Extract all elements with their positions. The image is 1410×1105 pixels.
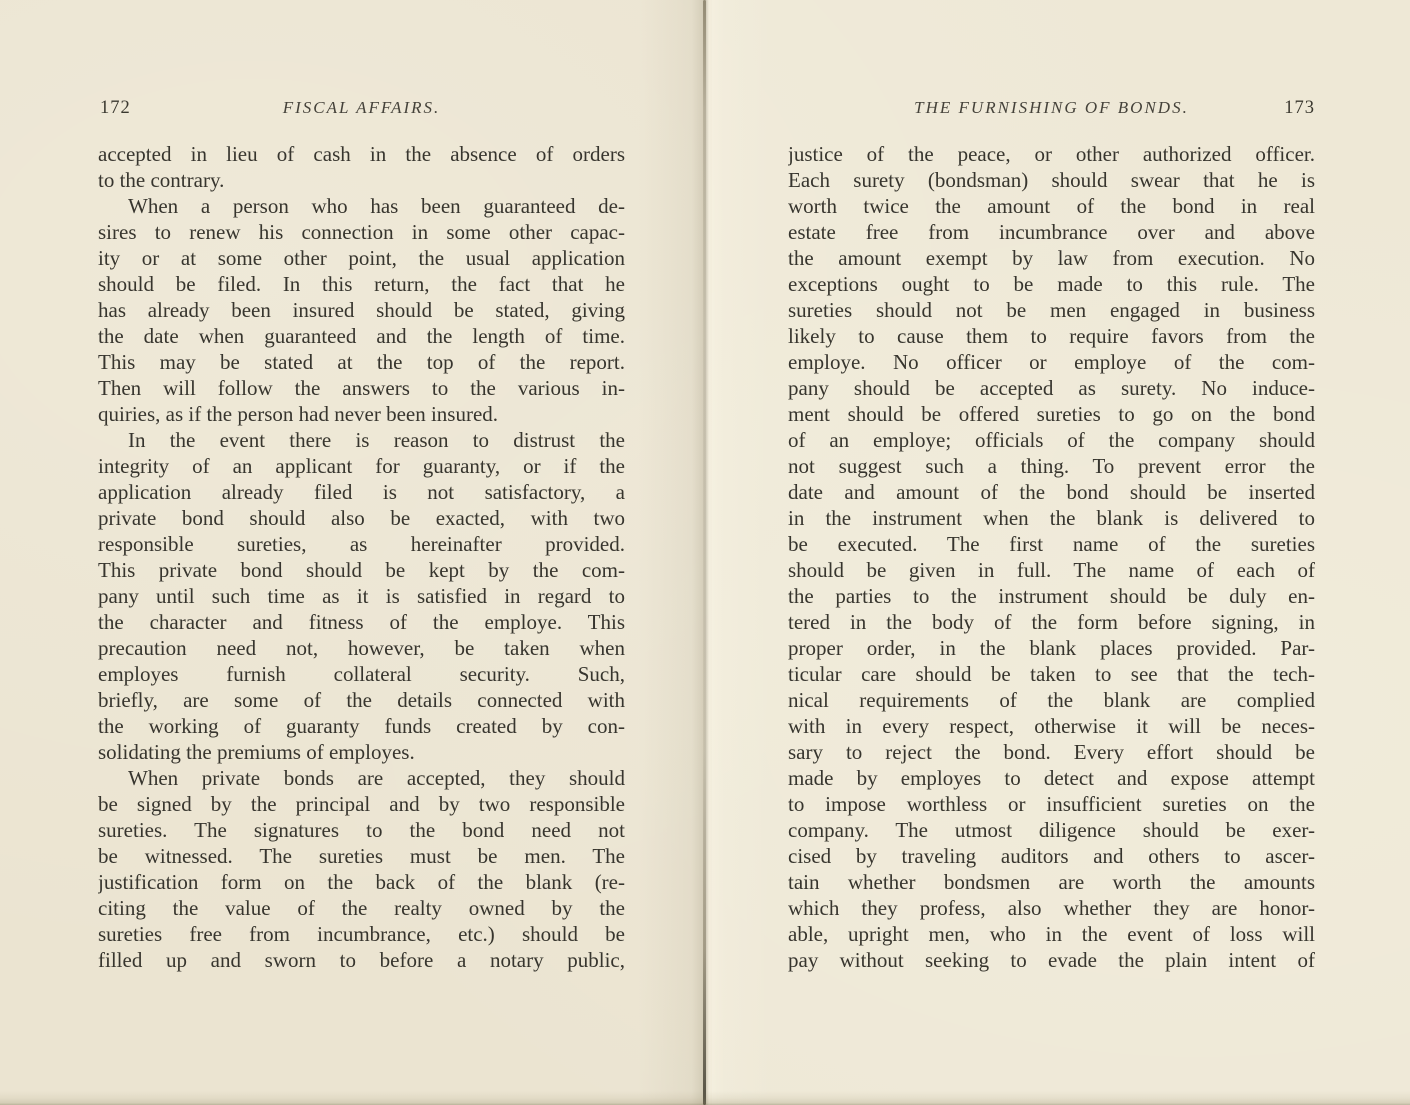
page-header-row	[788, 98, 1315, 122]
text-line: should be given in full. The name of each of	[788, 558, 1315, 582]
page-header-row	[98, 98, 625, 122]
text-line: the date when guaranteed and the length of time.	[98, 324, 625, 348]
text-line: filled up and sworn to before a notary public,	[98, 948, 625, 972]
text-line: to impose worthless or insufficient sureties on the	[788, 792, 1315, 816]
text-line: estate free from incumbrance over and above	[788, 220, 1315, 244]
text-line: quiries, as if the person had never been insured.	[98, 402, 499, 426]
page-bottom-edge	[0, 1091, 1410, 1105]
page-172	[98, 98, 625, 973]
text-line: the parties to the instrument should be duly en-	[788, 584, 1315, 608]
text-line: ticular care should be taken to see that the tech-	[788, 662, 1315, 686]
text-line: When private bonds are accepted, they should	[128, 766, 625, 790]
text-line: which they profess, also whether they are honor-	[788, 896, 1315, 920]
text-line: ity or at some other point, the usual application	[98, 246, 625, 270]
text-line: of an employe; officials of the company should	[788, 428, 1315, 452]
text-line: company. The utmost diligence should be exer-	[788, 818, 1315, 842]
text-line: proper order, in the blank places provided. Par-	[788, 636, 1315, 660]
text-line: This private bond should be kept by the com-	[98, 558, 625, 582]
text-line: sureties free from incumbrance, etc.) should be	[98, 922, 625, 946]
text-line: be signed by the principal and by two responsible	[98, 792, 625, 816]
text-line: not suggest such a thing. To prevent error the	[788, 454, 1315, 478]
text-line: pany should be accepted as surety. No induce-	[788, 376, 1315, 400]
text-line: sires to renew his connection in some other capac-	[98, 220, 625, 244]
text-line: In the event there is reason to distrust the	[128, 428, 625, 452]
text-line: employes furnish collateral security. Such,	[98, 662, 625, 686]
text-line: with in every respect, otherwise it will be neces-	[788, 714, 1315, 738]
body-text	[788, 141, 1315, 973]
page-173	[788, 98, 1315, 973]
body-text	[98, 141, 625, 973]
text-line: responsible sureties, as hereinafter provided.	[98, 532, 625, 556]
text-line: This may be stated at the top of the report.	[98, 350, 625, 374]
text-line: likely to cause them to require favors from the	[788, 324, 1315, 348]
text-line: should be filed. In this return, the fact that he	[98, 272, 625, 296]
text-line: briefly, are some of the details connected with	[98, 688, 625, 712]
text-line: be executed. The first name of the sureties	[788, 532, 1315, 556]
text-line: sary to reject the bond. Every effort should be	[788, 740, 1315, 764]
text-line: employe. No officer or employe of the com-	[788, 350, 1315, 374]
text-line: accepted in lieu of cash in the absence of orders	[98, 142, 625, 166]
text-line: justification form on the back of the blank (re-	[98, 870, 625, 894]
text-line: When a person who has been guaranteed de-	[128, 194, 625, 218]
text-line: integrity of an applicant for guaranty, or if the	[98, 454, 625, 478]
text-line: exceptions ought to be made to this rule. The	[788, 272, 1315, 296]
text-line: date and amount of the bond should be inserted	[788, 480, 1315, 504]
gutter-crease	[703, 0, 706, 1105]
text-line: justice of the peace, or other authorized officer.	[788, 142, 1315, 166]
text-line: Then will follow the answers to the various in-	[98, 376, 625, 400]
text-line: the working of guaranty funds created by con-	[98, 714, 625, 738]
page-number: 173	[1284, 98, 1315, 118]
text-line: the character and fitness of the employe. This	[98, 610, 625, 634]
text-line: Each surety (bondsman) should swear that he is	[788, 168, 1315, 192]
text-line: nical requirements of the blank are complied	[788, 688, 1315, 712]
text-line: to the contrary.	[98, 168, 225, 192]
text-line: pany until such time as it is satisfied in regard to	[98, 584, 625, 608]
running-header: FISCAL AFFAIRS.	[282, 98, 441, 117]
running-header: THE FURNISHING OF BONDS.	[914, 98, 1189, 117]
text-line: worth twice the amount of the bond in real	[788, 194, 1315, 218]
text-line: has already been insured should be stated, giving	[98, 298, 625, 322]
text-line: made by employes to detect and expose attempt	[788, 766, 1315, 790]
text-line: tered in the body of the form before signing, in	[788, 610, 1315, 634]
text-line: application already filed is not satisfactory, a	[98, 480, 625, 504]
text-line: pay without seeking to evade the plain intent of	[788, 948, 1315, 972]
text-line: citing the value of the realty owned by the	[98, 896, 625, 920]
text-line: sureties should not be men engaged in business	[788, 298, 1315, 322]
text-line: the amount exempt by law from execution. No	[788, 246, 1315, 270]
text-line: sureties. The signatures to the bond need not	[98, 818, 625, 842]
text-line: able, upright men, who in the event of loss will	[788, 922, 1315, 946]
text-line: solidating the premiums of employes.	[98, 740, 415, 764]
text-line: be witnessed. The sureties must be men. The	[98, 844, 625, 868]
text-line: precaution need not, however, be taken when	[98, 636, 625, 660]
text-line: cised by traveling auditors and others to ascer-	[788, 844, 1315, 868]
text-line: ment should be offered sureties to go on the bond	[788, 402, 1315, 426]
text-line: private bond should also be exacted, with two	[98, 506, 625, 530]
text-line: tain whether bondsmen are worth the amounts	[788, 870, 1315, 894]
text-line: in the instrument when the blank is delivered to	[788, 506, 1315, 530]
page-number: 172	[100, 98, 131, 118]
